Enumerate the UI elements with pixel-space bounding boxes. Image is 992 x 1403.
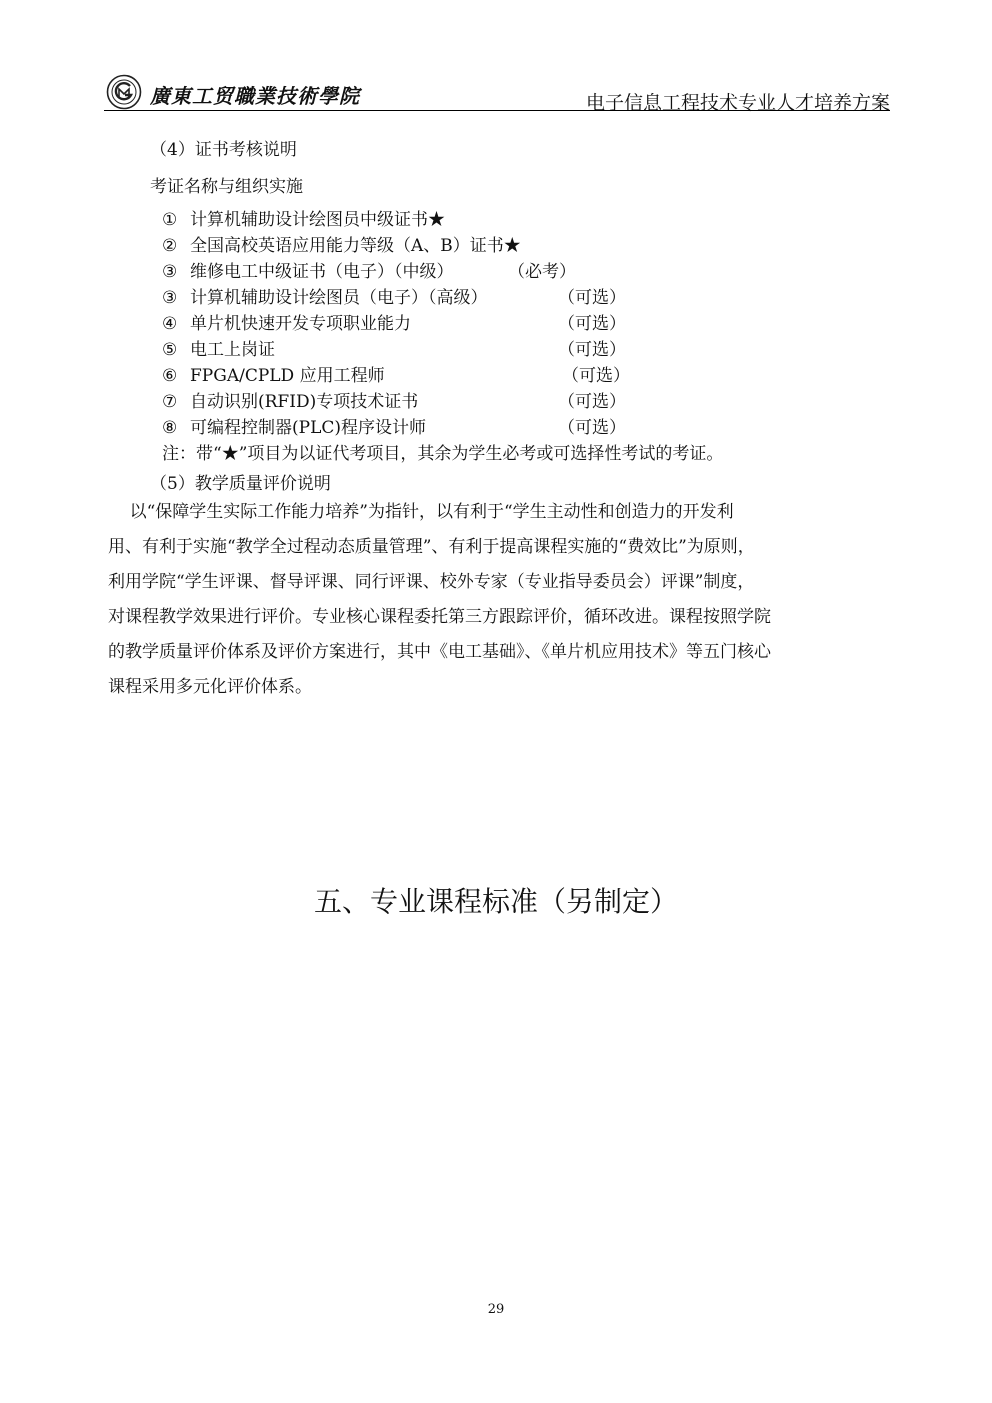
certificate-note: 注：带“★”项目为以证代考项目，其余为学生必考或可选择性考试的考证。 (162, 444, 724, 464)
certificate-number: ⑦ (162, 392, 178, 412)
paragraph-line: 利用学院“学生评课、督导评课、同行评课、校外专家（专业指导委员会）评课”制度， (108, 572, 755, 592)
certificate-name: 自动识别(RFID)专项技术证书 (190, 392, 419, 412)
certificate-item (162, 335, 626, 360)
certificate-item (162, 205, 445, 230)
certificate-number: ④ (162, 314, 178, 334)
paragraph-line: 课程采用多元化评价体系。 (108, 677, 312, 697)
certificate-item (162, 361, 630, 386)
school-name: 廣東工贸職業技術學院 (150, 84, 360, 108)
header-divider (104, 110, 890, 111)
paragraph-line: 对课程教学效果进行评价。专业核心课程委托第三方跟踪评价，循环改进。课程按照学院 (108, 607, 771, 627)
paragraph-line: 以“保障学生实际工作能力培养”为指针，以有利于“学生主动性和创造力的开发利 (108, 502, 734, 522)
certificate-item (162, 257, 576, 282)
certificate-item (162, 283, 626, 308)
section5-title: （5）教学质量评价说明 (150, 474, 331, 494)
school-logo-icon (106, 74, 142, 110)
certificate-name: 可编程控制器(PLC)程序设计师 (190, 418, 426, 438)
certificate-name: 单片机快速开发专项职业能力 (190, 314, 411, 334)
chapter-heading: 五、专业课程标准（另制定） (313, 885, 678, 918)
certificate-status: （可选） (558, 418, 626, 438)
certificate-name: 计算机辅助设计绘图员中级证书★ (190, 210, 445, 230)
certificate-number: ⑧ (162, 418, 178, 438)
paragraph-line: 用、有利于实施“教学全过程动态质量管理”、有利于提高课程实施的“费效比”为原则， (108, 537, 755, 557)
page-number: 29 (487, 1302, 505, 1317)
certificate-number: ⑤ (162, 340, 178, 360)
certificate-item (162, 309, 626, 334)
certificate-status: （必考） (508, 262, 576, 282)
certificate-number: ① (162, 210, 178, 230)
evaluation-paragraph (108, 495, 888, 705)
certificate-number: ③ (162, 288, 178, 308)
certificate-name: 维修电工中级证书（电子）（中级） (190, 262, 454, 282)
certificate-status: （可选） (562, 366, 630, 386)
certificate-item (162, 231, 521, 256)
certificate-name: FPGA/CPLD 应用工程师 (190, 366, 385, 386)
certificate-number: ③ (162, 262, 178, 282)
certificate-status: （可选） (558, 314, 626, 334)
certificate-status: （可选） (558, 392, 626, 412)
section4-subtitle: 考证名称与组织实施 (150, 177, 303, 197)
certificate-number: ⑥ (162, 366, 178, 386)
section4-title: （4）证书考核说明 (150, 140, 297, 160)
document-title: 电子信息工程技术专业人才培养方案 (585, 92, 890, 114)
certificate-name: 全国高校英语应用能力等级（A、B）证书★ (190, 236, 521, 256)
certificate-name: 电工上岗证 (190, 340, 275, 360)
certificate-item (162, 387, 626, 412)
certificate-status: （可选） (558, 288, 626, 308)
certificate-status: （可选） (558, 340, 626, 360)
certificate-number: ② (162, 236, 178, 256)
certificate-name: 计算机辅助设计绘图员（电子）（高级） (190, 288, 488, 308)
page-header (104, 70, 890, 112)
paragraph-line: 的教学质量评价体系及评价方案进行，其中《电工基础》、《单片机应用技术》等五门核心 (108, 642, 771, 662)
certificate-item (162, 413, 626, 438)
